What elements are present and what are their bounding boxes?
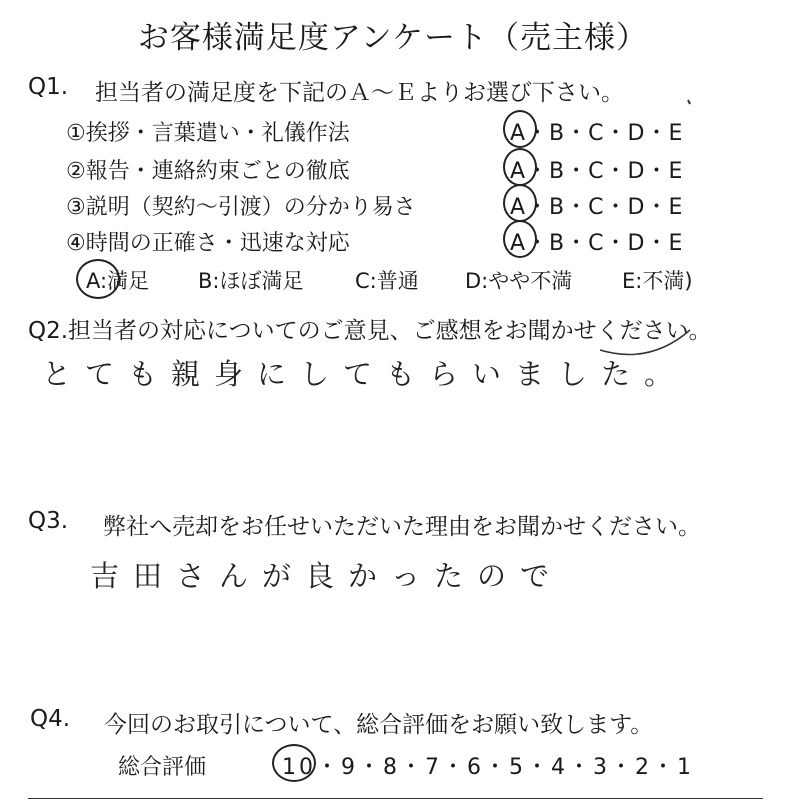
q1-item-label: ①挨拶・言葉遣い・礼儀作法	[66, 121, 350, 146]
q3-handwritten-answer[interactable]: 吉田さんが良かったので	[90, 559, 564, 593]
selected-circle-mark	[503, 110, 537, 148]
q3-label: Q3.	[28, 508, 69, 534]
legend-circle-mark	[76, 259, 120, 299]
rating-label: 総合評価	[118, 755, 207, 780]
q1-item-scale[interactable]: A・B・C・D・E	[510, 159, 684, 184]
selected-circle-mark	[503, 148, 537, 186]
bottom-rule	[28, 798, 763, 799]
q1-item-label: ②報告・連絡約束ごとの徹底	[66, 159, 350, 184]
selected-circle-mark	[503, 184, 537, 222]
q4-question: 今回のお取引について、総合評価をお願い致します。	[104, 712, 654, 738]
q1-item-label: ③説明（契約～引渡）の分かり易さ	[66, 195, 416, 220]
rating-circle-mark	[272, 744, 316, 782]
legend-e: E:不満)	[622, 269, 693, 293]
rating-scale[interactable]: 10・9・8・7・6・5・4・3・2・1	[282, 755, 694, 780]
q1-question: 担当者の満足度を下記のＡ～Ｅよりお選び下さい。	[95, 80, 624, 106]
q2-handwritten-answer[interactable]: とても親身にしてもらいました。	[42, 357, 688, 391]
legend-b: B:ほぼ満足	[198, 269, 304, 293]
legend-c: C:普通	[355, 269, 419, 293]
q2-question: Q2.担当者の対応についてのご意見、ご感想をお聞かせください。	[28, 318, 712, 344]
q1-label: Q1.	[28, 74, 69, 100]
survey-title: お客様満足度アンケート（売主様）	[137, 20, 649, 56]
q1-item-scale[interactable]: A・B・C・D・E	[510, 195, 684, 220]
q1-item-scale[interactable]: A・B・C・D・E	[510, 121, 684, 146]
q3-question: 弊社へ売却をお任せいただいた理由をお聞かせください。	[103, 514, 701, 540]
q4-label: Q4.	[30, 706, 71, 732]
q1-item-label: ④時間の正確さ・迅速な対応	[66, 231, 350, 256]
legend-d: D:やや不満	[465, 269, 573, 293]
selected-circle-mark	[503, 220, 537, 258]
pen-dot	[688, 100, 690, 104]
legend-a: A:満足	[86, 269, 150, 293]
q1-item-scale[interactable]: A・B・C・D・E	[510, 231, 684, 256]
